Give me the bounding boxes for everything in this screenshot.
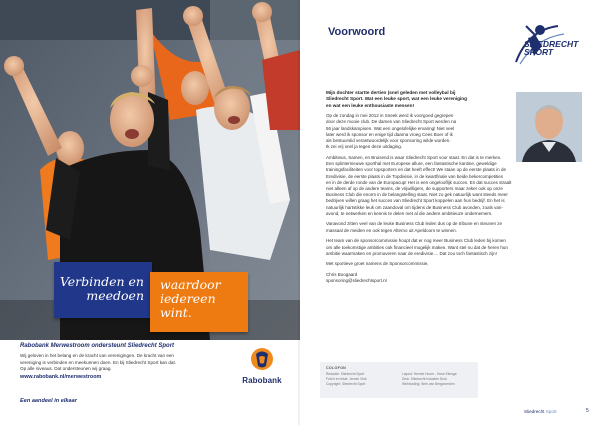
paragraph-line: avond, te netwerken en kennis te delen met al die andere ambitieuze ondernemers. — [326, 210, 493, 216]
paragraph — [326, 155, 526, 217]
slogan-box-blue — [54, 262, 152, 318]
colofon-entry: Redactie: Sliedrecht Sport — [326, 372, 365, 376]
colofon-title: COLOFON — [326, 366, 347, 370]
paragraph — [326, 221, 526, 233]
paragraph-line: bedrijven willen graag het succes van Sliedrecht Sport koppelen aan hun bedrijf. En het is — [326, 198, 505, 204]
paragraph-line: om alle toekomstige ambities ook financieel mogelijk maken. Want stel nu dat de heren hun — [326, 244, 508, 250]
signature-block — [326, 272, 526, 284]
colofon-entry: Copyright: Sliedrecht Sport — [326, 382, 366, 386]
paragraph-line: als bestuurslid verantwoordelijk voor sponsoring wilde worden. — [326, 138, 451, 144]
logo-line: SPORT — [524, 47, 554, 57]
lead-line: Sliedrecht Sport. Wat een leuke sport, wat een leuke vereniging — [326, 96, 468, 102]
footer-light: Sport — [545, 409, 557, 414]
closing-line: Met sportieve groet namens de Sponsorcommissie, — [326, 261, 429, 267]
ad-heading: Rabobank Merwestroom ondersteunt Sliedrecht Sport — [20, 343, 175, 349]
footer-bold: Sliedrecht — [524, 409, 545, 414]
rabobank-logo — [234, 346, 290, 385]
ad-text-block — [20, 343, 220, 380]
paragraph-line: Ambitieus, Samen, en Bruisend is waar Sliedrecht Sport voor staat. En dat is te merken. — [326, 154, 502, 160]
paragraph-line: later werd ik sponsor en enige tijd daarna vroeg Cees Boer of ik — [326, 131, 453, 137]
paragraph-line: door deze mooie club. De dames van Sliedrecht Sport werden na — [326, 119, 457, 125]
slogan-box-orange — [150, 272, 248, 332]
paragraph-line: 56 jaar landskampioen. Wat een ongelofelijke ervaring! Niet veel — [326, 125, 455, 131]
box-orange-line: wint. — [160, 305, 192, 320]
paragraph-line: natuurlijk hartstikke leuk om zaandoval om tijdens de Business Club avonden, zoals van- — [326, 204, 503, 210]
ad-body — [20, 353, 220, 373]
ad-body-line: vereniging is verbinden en meekunnen doen. En bij Sliedrecht Sport kan dat. — [20, 359, 177, 365]
box-orange-line: iedereen — [160, 291, 216, 306]
foreword-page — [300, 0, 600, 425]
colofon-column — [326, 372, 396, 387]
colofon-column — [402, 372, 472, 387]
foreword-text — [326, 90, 526, 285]
ad-slogan: Een aandeel in elkaar — [20, 398, 77, 404]
page-title: Voorwoord — [328, 26, 386, 38]
signer-name: Chris Boogaard — [326, 272, 358, 278]
paragraph-line: Business Club die enorm in de belangstelling staat. Niet zo gek natuurlijk want steeds meer — [326, 192, 508, 198]
colofon-grid — [326, 372, 472, 387]
lead-paragraph — [326, 90, 526, 109]
rabobank-mark-icon — [250, 346, 274, 374]
lead-line: Mijn dochter startte dertien (snel geleden met volleybal bij — [326, 90, 456, 95]
paragraph-line: Ik zei vrij snel ja tegen deze uitdaging. — [326, 144, 403, 150]
paragraph-line: en in de derde ronde van de Europacup! Het is een ongelooflijk succes. En dat succes straalt — [326, 179, 512, 185]
colofon-entry: Webhosting: Web van Bergwoerden — [402, 382, 455, 386]
paragraph-line: niet alleen af op de andere teams, de vrijwilligers, de supporters maar zeker ook op onze — [326, 185, 503, 191]
paragraph-line: Eredivisie, de eerste plaats in de Topdivisie, in de kwartfinale van beide bekercompetities — [326, 173, 504, 179]
ad-body-line: Wij geloven in het belang en de kracht van verenigingen. De kracht van een — [20, 353, 174, 358]
ad-body-line: Op alle niveaus. Dat ondersteunen wij graag. — [20, 366, 112, 372]
colofon-entry: Foto's en tekst: Jeroen Vink — [326, 377, 367, 381]
colofon-entry: Druk: Sliedrecht Industrie Druk — [402, 377, 447, 381]
box-orange-line: waardoor — [160, 277, 221, 292]
box-blue-line: meedoen — [86, 288, 144, 303]
running-footer — [524, 409, 557, 414]
lead-line: en wat een leuke enthousiaste mensen! — [326, 102, 415, 108]
paragraph-line: Een splinternieuwe sporthal met Europese allure, een fantastische kantine, geweldige — [326, 161, 497, 167]
box-blue-line: Verbinden en — [59, 274, 144, 289]
rabobank-name: Rabobank — [242, 376, 282, 385]
paragraph-line: massaal de meiden en ook tegen Alterno uit Apeldoorn te winnen. — [326, 227, 457, 233]
paragraph-line: Op de zondag in mei 2012 in Sneek werd ik voorgoed gegrepen — [326, 113, 454, 119]
colofon-entry: Layout: Hennie Hoorn - Hose Elsinga — [402, 372, 457, 376]
paragraph-line: ambitie waarmaken en promoveren naar de eredivisie.... Dat zou toch fantastisch zijn! — [326, 250, 497, 256]
logo-line: SLIEDRECHT — [524, 39, 579, 49]
page-number: 5 — [586, 408, 589, 414]
signer-email-link[interactable]: sponsoring@sliedrechtsport.nl — [326, 278, 387, 284]
paragraph — [326, 113, 526, 150]
paragraph-line: Het team van de sponsorcommissie hoopt dat er nog meer Business Club leden bij komen — [326, 238, 506, 244]
ad-url-link[interactable]: www.rabobank.nl/merwestroom — [20, 373, 102, 380]
colofon-box — [320, 362, 478, 398]
logo-wordmark — [524, 40, 578, 56]
paragraph — [326, 238, 526, 257]
paragraph-line: trainingsfaciliteiten voor topsporters en dat heeft effect! We staan op de eerste plaats in de — [326, 167, 506, 173]
paragraph-line: Vanavond zitten veel van de leuke Business Club leden dus op de tribune en steunen ze — [326, 221, 503, 227]
